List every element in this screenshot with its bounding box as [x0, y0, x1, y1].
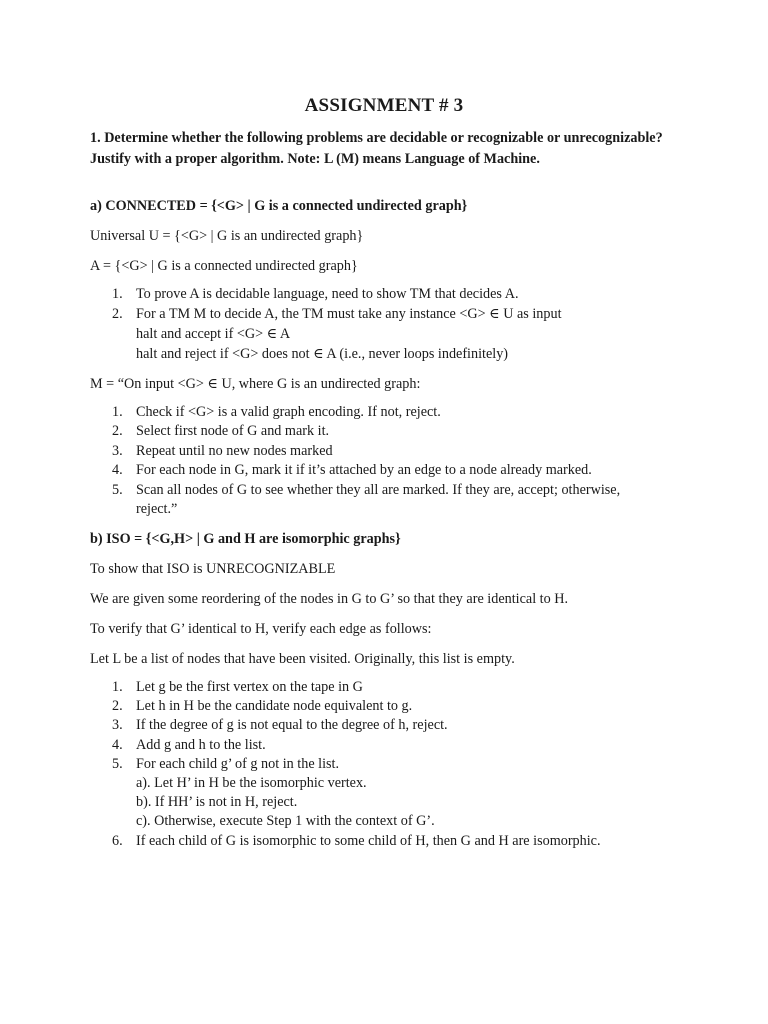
m-definition: M = “On input <G> ∈ U, where G is an undirected graph:	[90, 376, 421, 392]
list-number: 1.	[112, 404, 123, 420]
part-b-heading: b) ISO = {<G,H> | G and H are isomorphic graphs}	[90, 531, 401, 547]
list-number: 2.	[112, 698, 123, 715]
universal-definition: Universal U = {<G> | G is an undirected graph}	[90, 228, 364, 244]
list-number: 2.	[112, 423, 123, 440]
list-text: a). Let H’ in H be the isomorphic vertex.	[136, 775, 367, 792]
list-item	[90, 422, 690, 441]
list-number: 3.	[112, 717, 123, 734]
list-number: 5.	[112, 755, 123, 772]
list-text: b). If HH’ is not in H, reject.	[136, 794, 298, 811]
list-number: 4.	[112, 462, 123, 479]
list-item	[90, 716, 690, 735]
list-text: Add g and h to the list.	[136, 736, 266, 753]
list-number: 2.	[112, 306, 123, 322]
list-item	[90, 755, 690, 832]
list-text: If the degree of g is not equal to the degree of h, reject.	[136, 717, 448, 734]
part-b-steps	[90, 678, 690, 851]
list-item	[90, 697, 690, 716]
iso-paragraph-2: We are given some reordering of the nodes in G to G’ so that they are identical to H.	[90, 591, 569, 607]
assignment-title: ASSIGNMENT # 3	[304, 95, 464, 116]
iso-paragraph-3: To verify that G’ identical to H, verify each edge as follows:	[90, 621, 432, 637]
list-text: Select first node of G and mark it.	[136, 423, 330, 440]
list-item	[90, 736, 690, 755]
list-text: Let h in H be the candidate node equivalent to g.	[136, 698, 413, 715]
iso-paragraph-4: Let L be a list of nodes that have been visited. Originally, this list is empty.	[90, 651, 515, 667]
list-number: 1.	[112, 679, 123, 695]
list-item	[90, 461, 690, 480]
list-text: reject.”	[136, 501, 178, 518]
list-number: 3.	[112, 442, 123, 459]
list-item	[90, 442, 690, 461]
list-text: halt and accept if <G> ∈ A	[136, 326, 291, 342]
list-item	[90, 832, 690, 851]
list-item	[90, 403, 690, 422]
list-text: If each child of G is isomorphic to some child of H, then G and H are isomorphic.	[136, 832, 601, 849]
list-text: For each child g’ of g not in the list.	[136, 755, 340, 772]
list-item	[90, 678, 690, 697]
list-item	[90, 481, 690, 520]
iso-paragraph-1: To show that ISO is UNRECOGNIZABLE	[90, 561, 336, 577]
list-number: 5.	[112, 481, 123, 498]
list-number: 1.	[112, 286, 123, 302]
list-item	[90, 284, 690, 304]
list-number: 6.	[112, 832, 123, 849]
list-text: Repeat until no new nodes marked	[136, 442, 333, 459]
question-text: 1. Determine whether the following problems are decidable or recognizable or unrecognizable? Justify with a proper algorithm. Note: L (M) means Language of Machine.	[90, 130, 663, 167]
list-text: Let g be the first vertex on the tape in G	[136, 679, 363, 695]
part-a-steps	[90, 284, 690, 364]
part-a-heading: a) CONNECTED = {<G> | G is a connected undirected graph}	[90, 198, 468, 214]
list-item	[90, 304, 690, 364]
list-text: For a TM M to decide A, the TM must take any instance <G> ∈ U as input	[136, 306, 562, 322]
list-text: Check if <G> is a valid graph encoding. If not, reject.	[136, 404, 441, 420]
a-definition: A = {<G> | G is a connected undirected graph}	[90, 258, 358, 274]
algorithm-steps	[90, 403, 690, 519]
list-text: To prove A is decidable language, need to show TM that decides A.	[136, 286, 519, 302]
list-text: Scan all nodes of G to see whether they all are marked. If they are, accept; otherwise,	[136, 481, 621, 498]
list-text: halt and reject if <G> does not ∈ A (i.e., never loops indefinitely)	[136, 346, 509, 362]
list-number: 4.	[112, 736, 123, 753]
list-text: For each node in G, mark it if it’s attached by an edge to a node already marked.	[136, 462, 592, 479]
list-text: c). Otherwise, execute Step 1 with the context of G’.	[136, 813, 435, 830]
